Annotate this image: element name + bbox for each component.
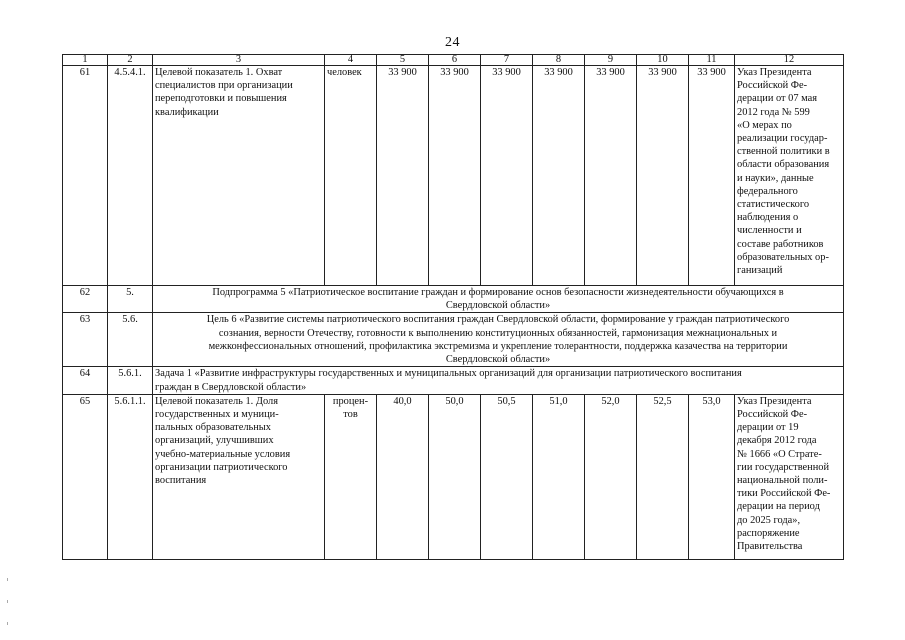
col-header: 8 [533, 55, 585, 66]
row-code: 5.6.1.1. [108, 394, 153, 559]
row-number: 64 [63, 367, 108, 394]
col-header: 12 [735, 55, 844, 66]
col-header: 6 [429, 55, 481, 66]
value-cell: 53,0 [689, 394, 735, 559]
value-cell: 33 900 [533, 66, 585, 286]
indicator-name: Целевой показатель 1. Доля государственных и муници- пальных образовательных организаций, улучшивших учебно-материальные условия организации патриотического воспитания [153, 394, 325, 559]
unit-cell: процен- тов [325, 394, 377, 559]
value-cell: 33 900 [585, 66, 637, 286]
source-cell: Указ Президента Российской Фе- дерации от 19 декабря 2012 года № 1666 «О Страте- гии государственной национальной поли- тики Российской Фе- дерации на период до 2025 года», распоряжение Правительства [735, 394, 844, 559]
header-row [63, 55, 844, 66]
row-number: 61 [63, 66, 108, 286]
scan-mark [7, 578, 8, 581]
value-cell: 51,0 [533, 394, 585, 559]
col-header: 5 [377, 55, 429, 66]
row-number: 65 [63, 394, 108, 559]
row-code: 5.6. [108, 313, 153, 367]
value-cell: 52,5 [637, 394, 689, 559]
col-header: 10 [637, 55, 689, 66]
scan-mark [7, 622, 8, 625]
goal-title: Цель 6 «Развитие системы патриотического воспитания граждан Свердловской области, формирование у граждан патриотического сознания, верности Отечеству, готовности к выполнению конституционных обязанностей, гармонизация межнациональных и межконфессиональных отношений, профилактика экстремизма и укрепление толерантности, поддержка казачества на территории Свердловской области» [153, 313, 844, 367]
col-header: 11 [689, 55, 735, 66]
row-number: 63 [63, 313, 108, 367]
value-cell: 33 900 [377, 66, 429, 286]
table-row [63, 394, 844, 559]
value-cell: 33 900 [637, 66, 689, 286]
col-header: 4 [325, 55, 377, 66]
value-cell: 33 900 [481, 66, 533, 286]
value-cell: 50,0 [429, 394, 481, 559]
value-cell: 33 900 [429, 66, 481, 286]
unit-cell: человек [325, 66, 377, 286]
col-header: 7 [481, 55, 533, 66]
col-header: 3 [153, 55, 325, 66]
subprogram-title: Подпрограмма 5 «Патриотическое воспитание граждан и формирование основ безопасности жизнедеятельности обучающихся в Свердловской области» [153, 286, 844, 313]
source-cell: Указ Президента Российской Фе- дерации от 07 мая 2012 года № 599 «О мерах по реализации государ- ственной политики в области образования и науки», данные федерального статистического наблюдения о численности и составе работников образовательных ор- ганизаций [735, 66, 844, 286]
table-row [63, 66, 844, 286]
value-cell: 50,5 [481, 394, 533, 559]
table-row [63, 286, 844, 313]
value-cell: 33 900 [689, 66, 735, 286]
scan-mark [7, 600, 8, 603]
col-header: 2 [108, 55, 153, 66]
page-number: 24 [445, 35, 460, 50]
row-code: 5.6.1. [108, 367, 153, 394]
table-row [63, 367, 844, 394]
row-code: 5. [108, 286, 153, 313]
value-cell: 40,0 [377, 394, 429, 559]
value-cell: 52,0 [585, 394, 637, 559]
indicator-name: Целевой показатель 1. Охват специалистов при организации переподготовки и повышения квалификации [153, 66, 325, 286]
table-row [63, 313, 844, 367]
col-header: 9 [585, 55, 637, 66]
row-number: 62 [63, 286, 108, 313]
col-header: 1 [63, 55, 108, 66]
indicators-table [62, 54, 844, 560]
row-code: 4.5.4.1. [108, 66, 153, 286]
task-title: Задача 1 «Развитие инфраструктуры государственных и муниципальных организаций для организации патриотического воспитания граждан в Свердловской области» [153, 367, 844, 394]
